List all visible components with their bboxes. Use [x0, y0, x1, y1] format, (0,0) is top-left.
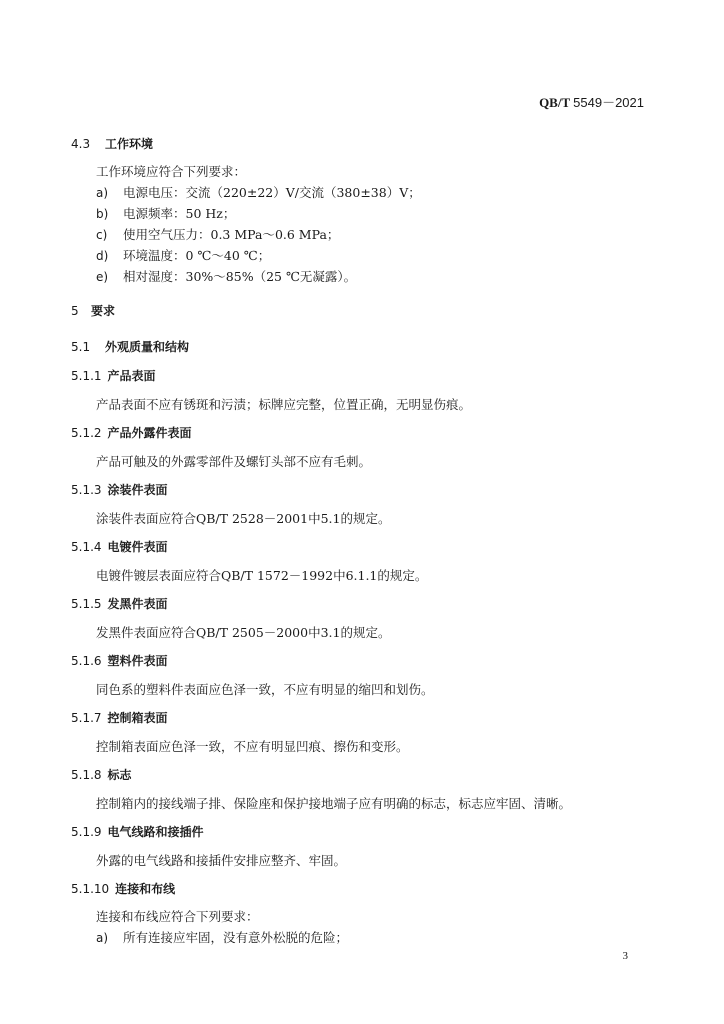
section-heading-5-1 [71, 339, 189, 355]
section-4-3-intro: 工作环境应符合下列要求： [96, 164, 247, 179]
list-item-label: a) [96, 931, 109, 945]
paragraph: 发黑件表面应符合QB/T 2505－2000中3.1的规定。 [96, 625, 391, 640]
section-heading-5 [71, 303, 115, 319]
list-item-text: 相对湿度：30%～85%（25 ℃无凝露）。 [123, 269, 357, 284]
section-title: 控制箱表面 [107, 711, 168, 725]
section-5-1-10-intro: 连接和布线应符合下列要求： [96, 909, 259, 924]
section-title: 标志 [107, 768, 132, 782]
section-heading-5-1-6 [71, 653, 168, 669]
list-item-label: e) [96, 270, 109, 284]
list-item [96, 227, 339, 243]
section-title: 产品外露件表面 [107, 426, 192, 440]
list-item [96, 248, 270, 264]
section-number: 5.1 [71, 340, 91, 354]
section-title: 产品表面 [107, 369, 156, 383]
list-item-text: 使用空气压力：0.3 MPa～0.6 MPa； [123, 227, 340, 242]
section-title: 工作环境 [105, 137, 154, 151]
section-number: 5.1.6 [71, 654, 102, 668]
paragraph: 控制箱内的接线端子排、保险座和保护接地端子应有明确的标志，标志应牢固、清晰。 [96, 796, 572, 811]
section-number: 5.1.10 [71, 882, 110, 896]
section-title: 涂装件表面 [107, 483, 168, 497]
list-item-label: a) [96, 186, 109, 200]
list-item-text: 环境温度：0 ℃～40 ℃； [123, 248, 271, 263]
paragraph: 电镀件镀层表面应符合QB/T 1572－1992中6.1.1的规定。 [96, 568, 428, 583]
list-item [96, 185, 421, 201]
list-item-text: 所有连接应牢固，没有意外松脱的危险； [123, 930, 349, 945]
section-number: 5.1.1 [71, 369, 102, 383]
section-title: 发黑件表面 [107, 597, 168, 611]
section-number: 5.1.5 [71, 597, 102, 611]
section-heading-5-1-3 [71, 482, 168, 498]
paragraph: 涂装件表面应符合QB/T 2528－2001中5.1的规定。 [96, 511, 391, 526]
section-number: 5.1.7 [71, 711, 102, 725]
section-heading-5-1-7 [71, 710, 168, 726]
section-title: 外观质量和结构 [105, 340, 190, 354]
section-number: 5.1.9 [71, 825, 102, 839]
section-heading-5-1-8 [71, 767, 132, 783]
paragraph: 产品可触及的外露零部件及螺钉头部不应有毛刺。 [96, 454, 372, 469]
section-title: 塑料件表面 [107, 654, 168, 668]
section-heading-4-3 [71, 136, 153, 152]
list-item-label: d) [96, 249, 109, 263]
section-heading-5-1-1 [71, 368, 156, 384]
page-number: 3 [622, 950, 628, 962]
section-title: 电气线路和接插件 [107, 825, 204, 839]
section-number: 5 [71, 304, 79, 318]
section-heading-5-1-5 [71, 596, 168, 612]
paragraph: 同色系的塑料件表面应色泽一致，不应有明显的缩凹和划伤。 [96, 682, 434, 697]
list-item-label: c) [96, 228, 108, 242]
list-item-label: b) [96, 207, 109, 221]
paragraph: 外露的电气线路和接插件安排应整齐、牢固。 [96, 853, 347, 868]
section-heading-5-1-2 [71, 425, 192, 441]
standard-code-number: 5549－2021 [573, 95, 644, 110]
list-item [96, 206, 235, 222]
section-number: 5.1.4 [71, 540, 102, 554]
section-number: 5.1.3 [71, 483, 102, 497]
section-number: 4.3 [71, 137, 91, 151]
section-heading-5-1-10 [71, 881, 175, 897]
section-title: 连接和布线 [115, 882, 176, 896]
paragraph: 产品表面不应有锈斑和污渍；标牌应完整，位置正确，无明显伤痕。 [96, 397, 472, 412]
section-number: 5.1.8 [71, 768, 102, 782]
section-heading-5-1-4 [71, 539, 168, 555]
section-heading-5-1-9 [71, 824, 204, 840]
list-item-text: 电源电压：交流（220±22）V/交流（380±38）V； [123, 185, 421, 200]
section-title: 电镀件表面 [107, 540, 168, 554]
list-item [96, 930, 348, 946]
list-item [96, 269, 356, 285]
list-item-text: 电源频率：50 Hz； [123, 206, 236, 221]
standard-code [539, 92, 644, 111]
section-title: 要求 [91, 304, 116, 318]
paragraph: 控制箱表面应色泽一致，不应有明显凹痕、擦伤和变形。 [96, 739, 409, 754]
standard-code-prefix: QB/T [539, 95, 570, 110]
section-number: 5.1.2 [71, 426, 102, 440]
